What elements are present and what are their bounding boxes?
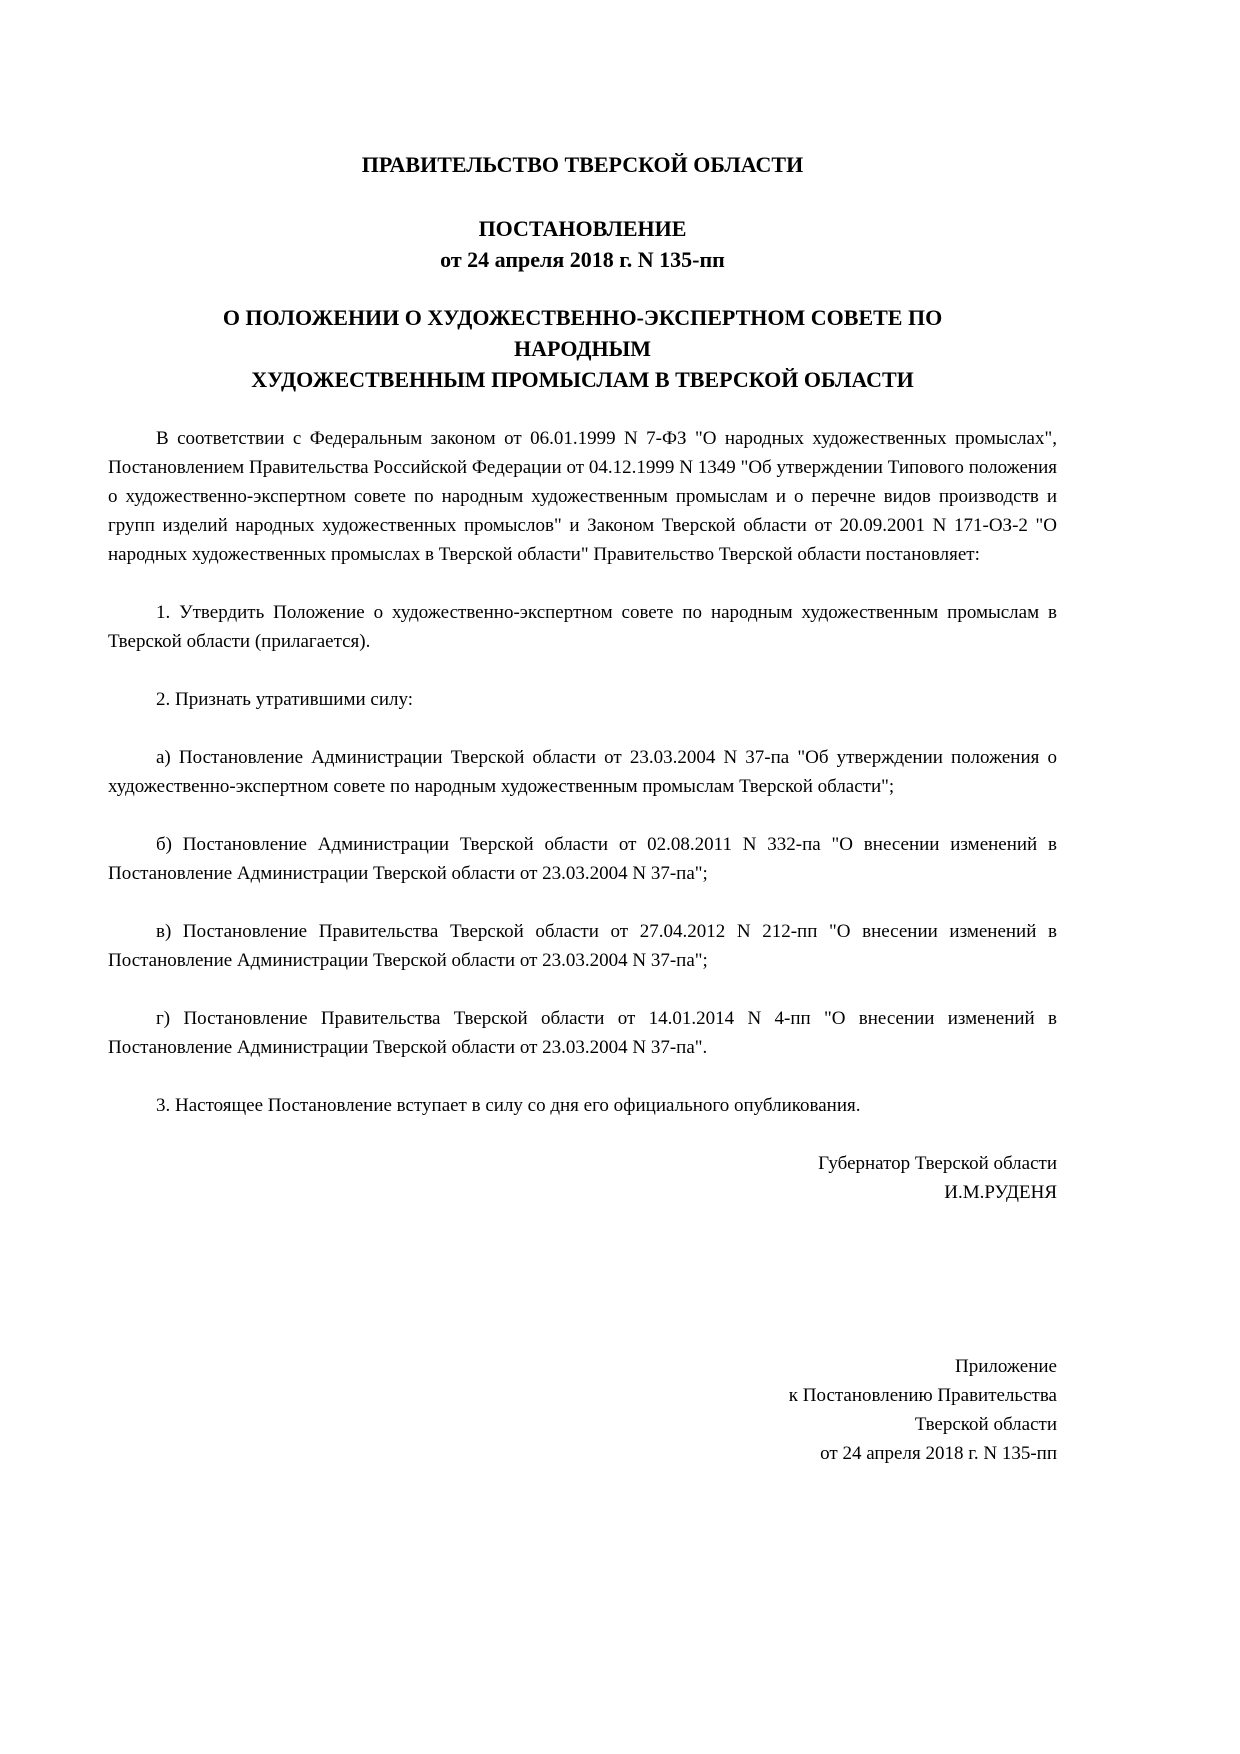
body-paragraph-item-2g: г) Постановление Правительства Тверской области от 14.01.2014 N 4-пп "О внесении изменений в Постановление Администрации Тверской области от 23.03.2004 N 37-па". [108, 1008, 1057, 1058]
body-paragraph-item-2v: в) Постановление Правительства Тверской области от 27.04.2012 N 212-пп "О внесении изменений в Постановление Администрации Тверской области от 23.03.2004 N 37-па"; [108, 921, 1057, 971]
body-paragraph-item-3: 3. Настоящее Постановление вступает в силу со дня его официального опубликования. [156, 1095, 861, 1116]
appendix-line-2: к Постановлению Правительства [788, 1385, 1057, 1406]
org-name: ПРАВИТЕЛЬСТВО ТВЕРСКОЙ ОБЛАСТИ [361, 152, 804, 177]
signature-name: И.М.РУДЕНЯ [944, 1182, 1057, 1203]
doc-title-line-3: ХУДОЖЕСТВЕННЫМ ПРОМЫСЛАМ В ТВЕРСКОЙ ОБЛАСТИ [251, 367, 914, 392]
body-paragraph-item-2a: а) Постановление Администрации Тверской области от 23.03.2004 N 37-па "Об утверждении положения о художественно-экспертном совете по народным художественным промыслам Тверской области"; [108, 747, 1057, 797]
signature-position: Губернатор Тверской области [818, 1153, 1057, 1174]
doc-title-line-1: О ПОЛОЖЕНИИ О ХУДОЖЕСТВЕННО-ЭКСПЕРТНОМ СОВЕТЕ ПО [222, 305, 943, 330]
doc-date: от 24 апреля 2018 г. N 135-пп [440, 247, 725, 272]
appendix-line-4: от 24 апреля 2018 г. N 135-пп [820, 1443, 1057, 1464]
appendix-block [108, 1352, 1057, 1468]
document-body [108, 424, 1057, 1120]
body-paragraph-item-1: 1. Утвердить Положение о художественно-экспертном совете по народным художественным промыслам в Тверской области (прилагается). [108, 602, 1057, 652]
doc-title-line-2: НАРОДНЫМ [514, 336, 651, 361]
doc-type: ПОСТАНОВЛЕНИЕ [478, 216, 687, 241]
appendix-line-1: Приложение [955, 1356, 1057, 1377]
appendix-line-3: Тверской области [914, 1414, 1057, 1435]
doc-title [108, 302, 1057, 395]
signature-block [108, 1149, 1057, 1207]
doc-type-block [108, 213, 1057, 275]
body-paragraph-preamble: В соответствии с Федеральным законом от 06.01.1999 N 7-ФЗ "О народных художественных промыслах", Постановлением Правительства Российской Федерации от 04.12.1999 N 1349 "Об утверждении Типового положения о художественно-экспертном совете по народным художественным промыслам и о перечне видов производств и групп изделий народных художественных промыслов" и Законом Тверской области от 20.09.2001 N 171-ОЗ-2 "О народных художественных промыслах в Тверской области" Правительство Тверской области постановляет: [108, 428, 1057, 565]
body-paragraph-item-2: 2. Признать утратившими силу: [156, 689, 413, 710]
body-paragraph-item-2b: б) Постановление Администрации Тверской области от 02.08.2011 N 332-па "О внесении изменений в Постановление Администрации Тверской области от 23.03.2004 N 37-па"; [108, 834, 1057, 884]
